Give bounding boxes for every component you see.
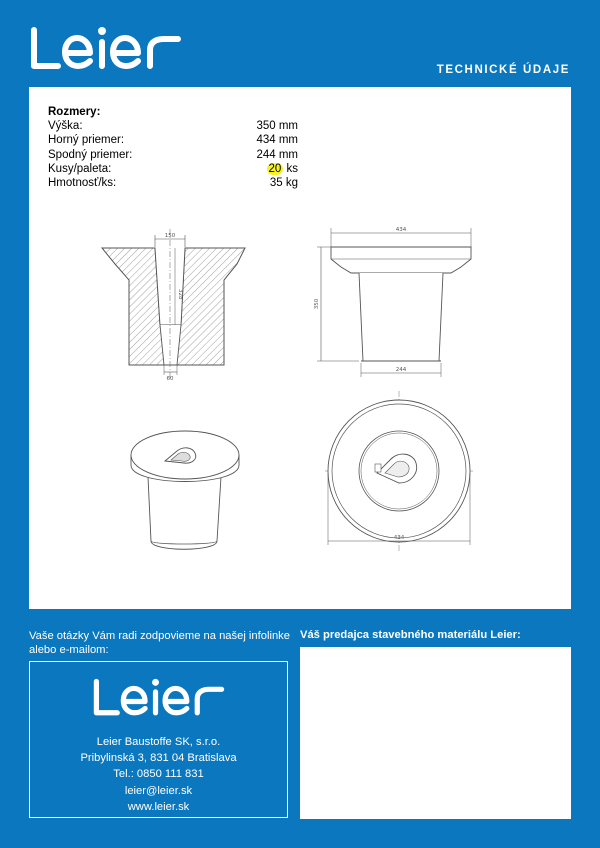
spec-value: 35 kg — [269, 176, 298, 189]
company-website[interactable]: www.leier.sk — [127, 800, 190, 813]
dimension-label: 244 — [395, 367, 407, 373]
dimension-label: 434 — [395, 227, 407, 233]
dimensions-heading: Rozmery: — [48, 106, 101, 118]
technical-data-panel — [29, 87, 571, 609]
spec-value: 20 ks — [268, 162, 298, 175]
dimension-label: 150 — [164, 233, 176, 239]
side-view-drawing — [311, 223, 486, 393]
leier-logo — [84, 678, 234, 718]
spec-row-top-diameter — [48, 133, 298, 147]
dealer-label: Váš predajca stavebného materiálu Leier: — [300, 629, 521, 641]
highlighted-value: 20 — [268, 162, 282, 175]
spec-label: Horný priemer: — [48, 134, 125, 147]
dimension-label: 60 — [166, 376, 174, 382]
spec-value: 244 mm — [256, 148, 298, 161]
company-details — [30, 734, 287, 815]
dimension-label: 434 — [393, 535, 405, 541]
spec-row-height — [48, 119, 298, 133]
spec-row-pieces-per-pallet — [48, 162, 298, 176]
contact-intro-text: Vaše otázky Vám radi zodpovieme na našej infolinke alebo e-mailom: — [29, 630, 290, 656]
dimensions-spec-list — [48, 105, 298, 190]
contact-box — [29, 661, 288, 818]
cross-section-drawing — [89, 227, 289, 387]
top-view-drawing — [319, 391, 479, 566]
dealer-stamp-box — [300, 647, 571, 819]
company-email[interactable]: leier@leier.sk — [124, 784, 193, 797]
leier-logo — [28, 26, 184, 72]
spec-row-bottom-diameter — [48, 148, 298, 162]
spec-value: 350 mm — [256, 120, 298, 133]
spec-label: Kusy/paleta: — [48, 162, 112, 175]
dimension-label: 328 — [177, 289, 183, 300]
spec-label: Výška: — [48, 120, 83, 133]
spec-label: Hmotnosť/ks: — [48, 176, 117, 189]
dimension-label: 350 — [314, 298, 320, 310]
spec-row-weight — [48, 176, 298, 190]
section-title: TECHNICKÉ ÚDAJE — [436, 64, 570, 76]
spec-value: 434 mm — [256, 134, 298, 147]
isometric-drawing — [121, 421, 251, 557]
company-name: Leier Baustoffe SK, s.r.o. — [96, 736, 221, 748]
company-phone[interactable]: Tel.: 0850 111 831 — [113, 768, 204, 781]
spec-label: Spodný priemer: — [48, 148, 133, 161]
company-address: Pribylinská 3, 831 04 Bratislava — [80, 752, 237, 765]
